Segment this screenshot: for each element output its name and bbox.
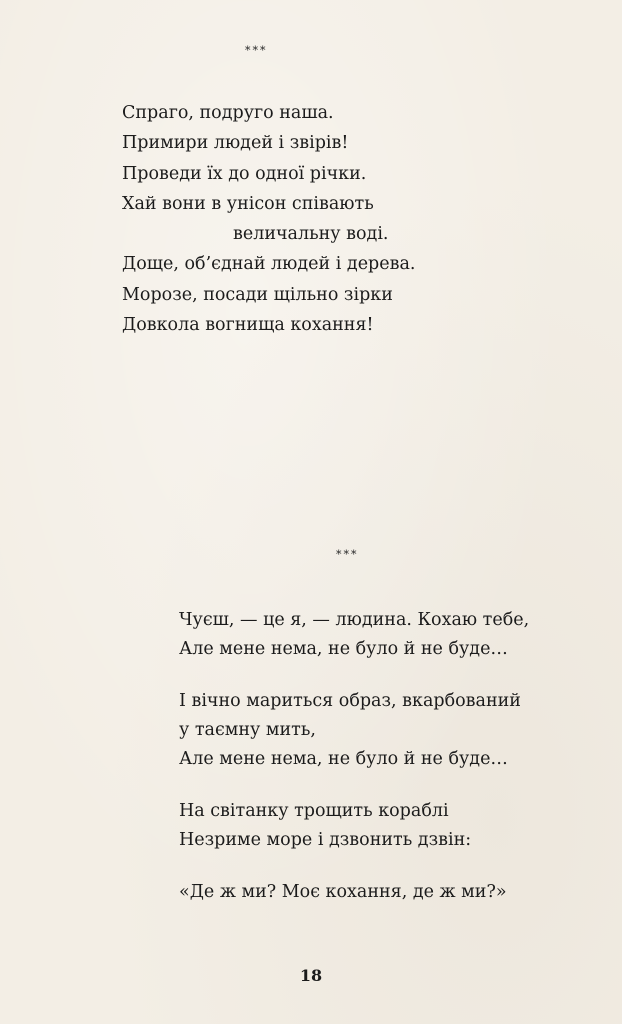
poem-do-you-hear bbox=[179, 606, 579, 930]
poem-line: Чуєш, — це я, — людина. Кохаю тебе, bbox=[179, 610, 530, 630]
stanza bbox=[179, 797, 579, 855]
poem-line: Доще, об’єднай людей і дерева. bbox=[122, 254, 416, 275]
poem-line: Спраго, подруго наша. bbox=[122, 103, 334, 123]
poem-line: у таємну мить, bbox=[179, 720, 316, 740]
poem-line: І вічно мариться образ, вкарбований bbox=[179, 691, 521, 711]
poem-line: Але мене нема, не було й не буде… bbox=[179, 749, 508, 769]
poem-line: Проведи їх до одної річки. bbox=[122, 163, 367, 184]
stanza bbox=[179, 687, 579, 774]
poem-line: Хай вони в унісон співають bbox=[122, 193, 374, 214]
section-separator: *** bbox=[336, 548, 359, 561]
poem-line: Морозе, посади щільно зірки bbox=[122, 284, 393, 305]
section-separator: *** bbox=[245, 44, 268, 57]
stanza bbox=[179, 606, 579, 664]
page-number: 18 bbox=[299, 966, 323, 985]
poem-line: Довкола вогнища кохання! bbox=[122, 315, 374, 336]
poem-thirst bbox=[122, 98, 542, 340]
poem-line: На світанку трощить кораблі bbox=[179, 801, 449, 821]
poem-line: «Де ж ми? Моє кохання, де ж ми?» bbox=[179, 882, 507, 902]
poem-line: Але мене нема, не було й не буде… bbox=[179, 639, 508, 659]
poem-line: Примири людей і звірів! bbox=[122, 133, 349, 154]
poem-line-indented: величальну воді. bbox=[233, 224, 389, 245]
stanza bbox=[179, 878, 579, 907]
poem-line: Незриме море і дзвонить дзвін: bbox=[179, 830, 472, 850]
